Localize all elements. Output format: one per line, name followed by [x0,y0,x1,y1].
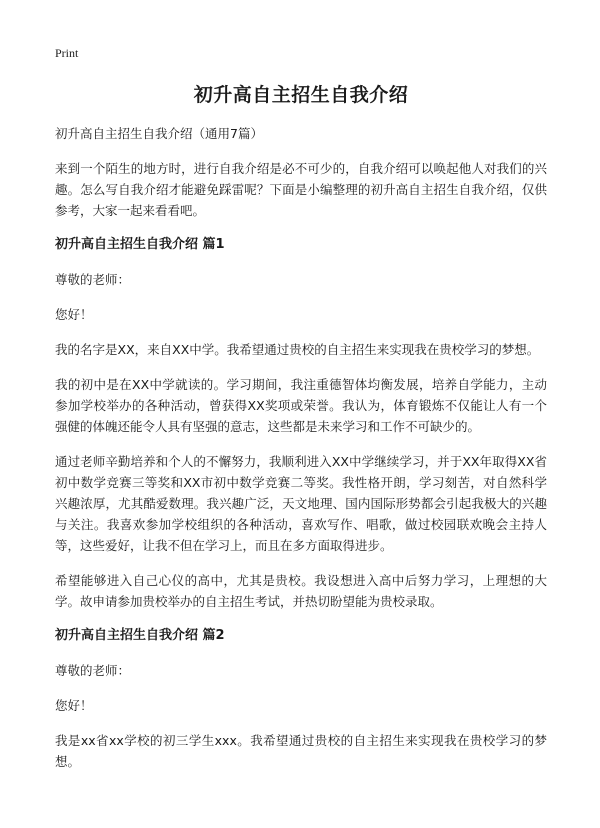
greeting-2: 您好！ [55,698,93,713]
section1-paragraph-3: 通过老师辛勤培养和个人的不懈努力，我顺利进入XX中学继续学习，并于XX年取得XX省初中数学竞赛三等奖和XX市初中数学竞赛二等奖。我性格开朗，学习刻苦，对自然科学兴趣浓厚，尤其酷爱数理。我兴趣广泛，天文地理、国内国际形势都会引起我极大的兴趣与关注。我喜欢参加学校组织的各种活动，喜欢写作、唱歌，做过校园联欢晚会主持人等，这些爱好，让我不但在学习上，而且在多方面取得进步。 [55,454,547,553]
intro-paragraph: 来到一个陌生的地方时，进行自我介绍是必不可少的，自我介绍可以唤起他人对我们的兴趣。怎么写自我介绍才能避免踩雷呢？下面是小编整理的初升高自主招生自我介绍，仅供参考，大家一起来看看吧。 [55,161,547,218]
section2-paragraph-1: 我是xx省xx学校的初三学生xxx。我希望通过贵校的自主招生来实现我在贵校学习的梦想。 [55,733,547,769]
document-subtitle: 初升高自主招生自我介绍（通用7篇） [55,126,263,141]
document-page [55,80,547,786]
section1-paragraph-2: 我的初中是在XX中学就读的。学习期间，我注重德智体均衡发展，培养自学能力，主动参加学校举办的各种活动，曾获得XX奖项或荣誉。我认为，体育锻炼不仅能让人有一个强健的体魄还能令人具有坚强的意志，这些都是未来学习和工作不可缺少的。 [55,377,547,434]
salutation-2: 尊敬的老师： [55,663,131,678]
salutation-1: 尊敬的老师： [55,272,131,287]
greeting-1: 您好！ [55,307,93,322]
document-title: 初升高自主招生自我介绍 [193,84,409,106]
section-heading-1: 初升高自主招生自我介绍 篇1 [55,237,225,252]
section1-paragraph-4: 希望能够进入自己心仪的高中，尤其是贵校。我设想进入高中后努力学习，上理想的大学。故申请参加贵校举办的自主招生考试，并热切盼望能为贵校录取。 [55,573,547,609]
print-link[interactable]: Print [55,46,79,60]
section-heading-2: 初升高自主招生自我介绍 篇2 [55,628,225,643]
section1-paragraph-1: 我的名字是XX，来自XX中学。我希望通过贵校的自主招生来实现我在贵校学习的梦想。 [55,342,540,357]
